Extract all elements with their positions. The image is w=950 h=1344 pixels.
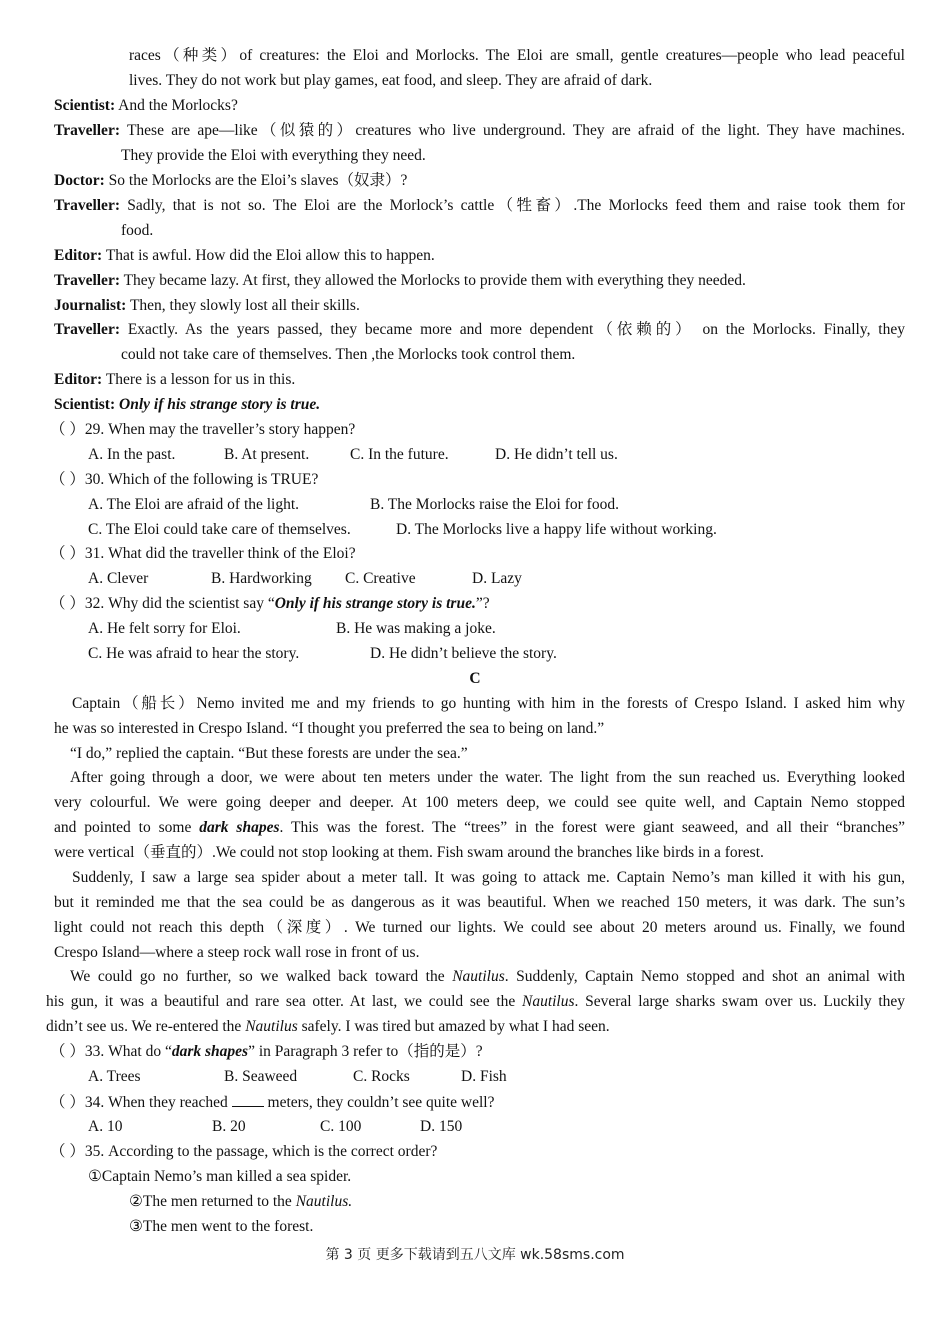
speaker-label: Editor: bbox=[54, 371, 103, 388]
passage-line: light could not reach this depth（深度）. We turned our lights. We could see about 20 meters around us. Finally, we found bbox=[54, 919, 905, 936]
option-34d[interactable]: D. 150 bbox=[420, 1118, 463, 1135]
dialogue-line: Scientist: Only if his strange story is true. bbox=[54, 396, 321, 413]
passage-line: and pointed to some dark shapes. This was the forest. The “trees” in the forest were giant seaweed, and all their “branches” bbox=[54, 819, 905, 836]
option-33b[interactable]: B. Seaweed bbox=[224, 1068, 298, 1085]
option-30b[interactable]: B. The Morlocks raise the Eloi for food. bbox=[370, 496, 619, 513]
passage-line: “I do,” replied the captain. “But these forests are under the sea.” bbox=[70, 745, 468, 762]
dialogue-line: lives. They do not work but play games, eat food, and sleep. They are afraid of dark. bbox=[129, 72, 653, 89]
option-32c[interactable]: C. He was afraid to hear the story. bbox=[88, 645, 300, 662]
option-29d[interactable]: D. He didn’t tell us. bbox=[495, 446, 618, 463]
question-31: （ ）31. What did the traveller think of the Eloi? bbox=[50, 545, 356, 562]
dialogue-line: Scientist: And the Morlocks? bbox=[54, 97, 238, 114]
dialogue-line: Editor: There is a lesson for us in this. bbox=[54, 371, 296, 388]
speaker-label: Scientist: bbox=[54, 396, 116, 413]
speaker-label: Scientist: bbox=[54, 97, 116, 114]
question-30: （ ）30. Which of the following is TRUE? bbox=[50, 471, 319, 488]
speaker-label: Traveller: bbox=[54, 272, 120, 289]
passage-line: After going through a door, we were about ten meters under the water. The light from the sun reached us. Everything looked bbox=[70, 769, 905, 786]
dialogue-line: They provide the Eloi with everything they need. bbox=[121, 147, 426, 164]
speaker-label: Editor: bbox=[54, 247, 103, 264]
passage-line: Crespo Island—where a steep rock wall rose in front of us. bbox=[54, 944, 420, 961]
dialogue-line: food. bbox=[121, 222, 154, 239]
dialogue-line: races（种类）of creatures: the Eloi and Morlocks. The Eloi are small, gentle creatures—people who lead peaceful bbox=[129, 47, 905, 64]
dialogue-line: Traveller: Sadly, that is not so. The Eloi are the Morlock’s cattle（牲畜）.The Morlocks feed them and raise took them for bbox=[54, 197, 905, 214]
dialogue-line: Journalist: Then, they slowly lost all their skills. bbox=[54, 297, 360, 314]
option-33c[interactable]: C. Rocks bbox=[353, 1068, 410, 1085]
order-item-1: ①Captain Nemo’s man killed a sea spider. bbox=[88, 1168, 352, 1185]
option-34a[interactable]: A. 10 bbox=[88, 1118, 123, 1135]
option-32b[interactable]: B. He was making a joke. bbox=[336, 620, 496, 637]
passage-line: didn’t see us. We re-entered the Nautilus safely. I was tired but amazed by what I had seen. bbox=[46, 1018, 610, 1035]
question-33: （ ）33. What do “dark shapes” in Paragraph 3 refer to（指的是）? bbox=[50, 1043, 483, 1060]
speaker-label: Traveller: bbox=[54, 122, 120, 139]
passage-line: Suddenly, I saw a large sea spider about a meter tall. It was going to attack me. Captain Nemo’s man killed it with his gun, bbox=[72, 869, 905, 886]
option-32d[interactable]: D. He didn’t believe the story. bbox=[370, 645, 557, 662]
option-30d[interactable]: D. The Morlocks live a happy life without working. bbox=[396, 521, 717, 538]
question-34: （ ）34. When they reached meters, they couldn’t see quite well? bbox=[50, 1094, 495, 1111]
dialogue-line: Traveller: These are ape—like（似猿的）creatures who live underground. They are afraid of the light. They have machines. bbox=[54, 122, 905, 139]
option-29a[interactable]: A. In the past. bbox=[88, 446, 176, 463]
passage-line: very colourful. We were going deeper and deeper. At 100 meters deep, we could see quite well, and Captain Nemo stopped bbox=[54, 794, 905, 811]
passage-line: Captain（船长）Nemo invited me and my friends to go hunting with him in the forests of Crespo Island. I asked him why bbox=[72, 695, 905, 712]
option-31d[interactable]: D. Lazy bbox=[472, 570, 522, 587]
page-footer: 第 3 页 更多下载请到五八文库 wk.58sms.com bbox=[325, 1247, 625, 1263]
dialogue-line: Doctor: So the Morlocks are the Eloi’s slaves（奴隶）? bbox=[54, 172, 408, 189]
speaker-label: Journalist: bbox=[54, 297, 127, 314]
dialogue-line: Traveller: They became lazy. At first, they allowed the Morlocks to provide them with everything they needed. bbox=[54, 272, 746, 289]
section-heading: C bbox=[469, 670, 481, 687]
option-29b[interactable]: B. At present. bbox=[224, 446, 310, 463]
dialogue-line: Traveller: Exactly. As the years passed, they became more and more dependent（依赖的） on the Morlocks. Finally, they bbox=[54, 321, 905, 338]
option-29c[interactable]: C. In the future. bbox=[350, 446, 449, 463]
passage-line: but it reminded me that the sea could be as dangerous as it was beautiful. When we reached 150 meters, it was dark. The sun’s bbox=[54, 894, 905, 911]
option-33a[interactable]: A. Trees bbox=[88, 1068, 141, 1085]
passage-line: he was so interested in Crespo Island. “I thought you preferred the sea to being on land.” bbox=[54, 720, 605, 737]
question-35: （ ）35. According to the passage, which is the correct order? bbox=[50, 1143, 438, 1160]
speaker-label: Traveller: bbox=[54, 321, 120, 338]
order-item-3: ③The men went to the forest. bbox=[129, 1218, 314, 1235]
option-31b[interactable]: B. Hardworking bbox=[211, 570, 312, 587]
dialogue-line: Editor: That is awful. How did the Eloi allow this to happen. bbox=[54, 247, 435, 264]
option-32a[interactable]: A. He felt sorry for Eloi. bbox=[88, 620, 241, 637]
option-34c[interactable]: C. 100 bbox=[320, 1118, 362, 1135]
question-32: （ ）32. Why did the scientist say “Only if his strange story is true.”? bbox=[50, 595, 490, 612]
passage-line: were vertical（垂直的）.We could not stop looking at them. Fish swam around the branches like birds in a forest. bbox=[54, 844, 764, 861]
option-31a[interactable]: A. Clever bbox=[88, 570, 149, 587]
dialogue-line: could not take care of themselves. Then ,the Morlocks took control them. bbox=[121, 346, 576, 363]
option-31c[interactable]: C. Creative bbox=[345, 570, 416, 587]
passage-line: We could go no further, so we walked back toward the Nautilus. Suddenly, Captain Nemo stopped and shot an animal with bbox=[70, 968, 905, 985]
option-34b[interactable]: B. 20 bbox=[212, 1118, 246, 1135]
order-item-2: ②The men returned to the Nautilus. bbox=[129, 1193, 353, 1210]
option-30c[interactable]: C. The Eloi could take care of themselves. bbox=[88, 521, 351, 538]
passage-line: his gun, it was a beautiful and rare sea otter. At last, we could see the Nautilus. Several large sharks swam over us. Luckily they bbox=[46, 993, 905, 1010]
answer-blank bbox=[232, 1092, 264, 1107]
option-30a[interactable]: A. The Eloi are afraid of the light. bbox=[88, 496, 300, 513]
question-29: （ ）29. When may the traveller’s story happen? bbox=[50, 421, 356, 438]
option-33d[interactable]: D. Fish bbox=[461, 1068, 507, 1085]
speaker-label: Doctor: bbox=[54, 172, 105, 189]
speaker-label: Traveller: bbox=[54, 197, 120, 214]
